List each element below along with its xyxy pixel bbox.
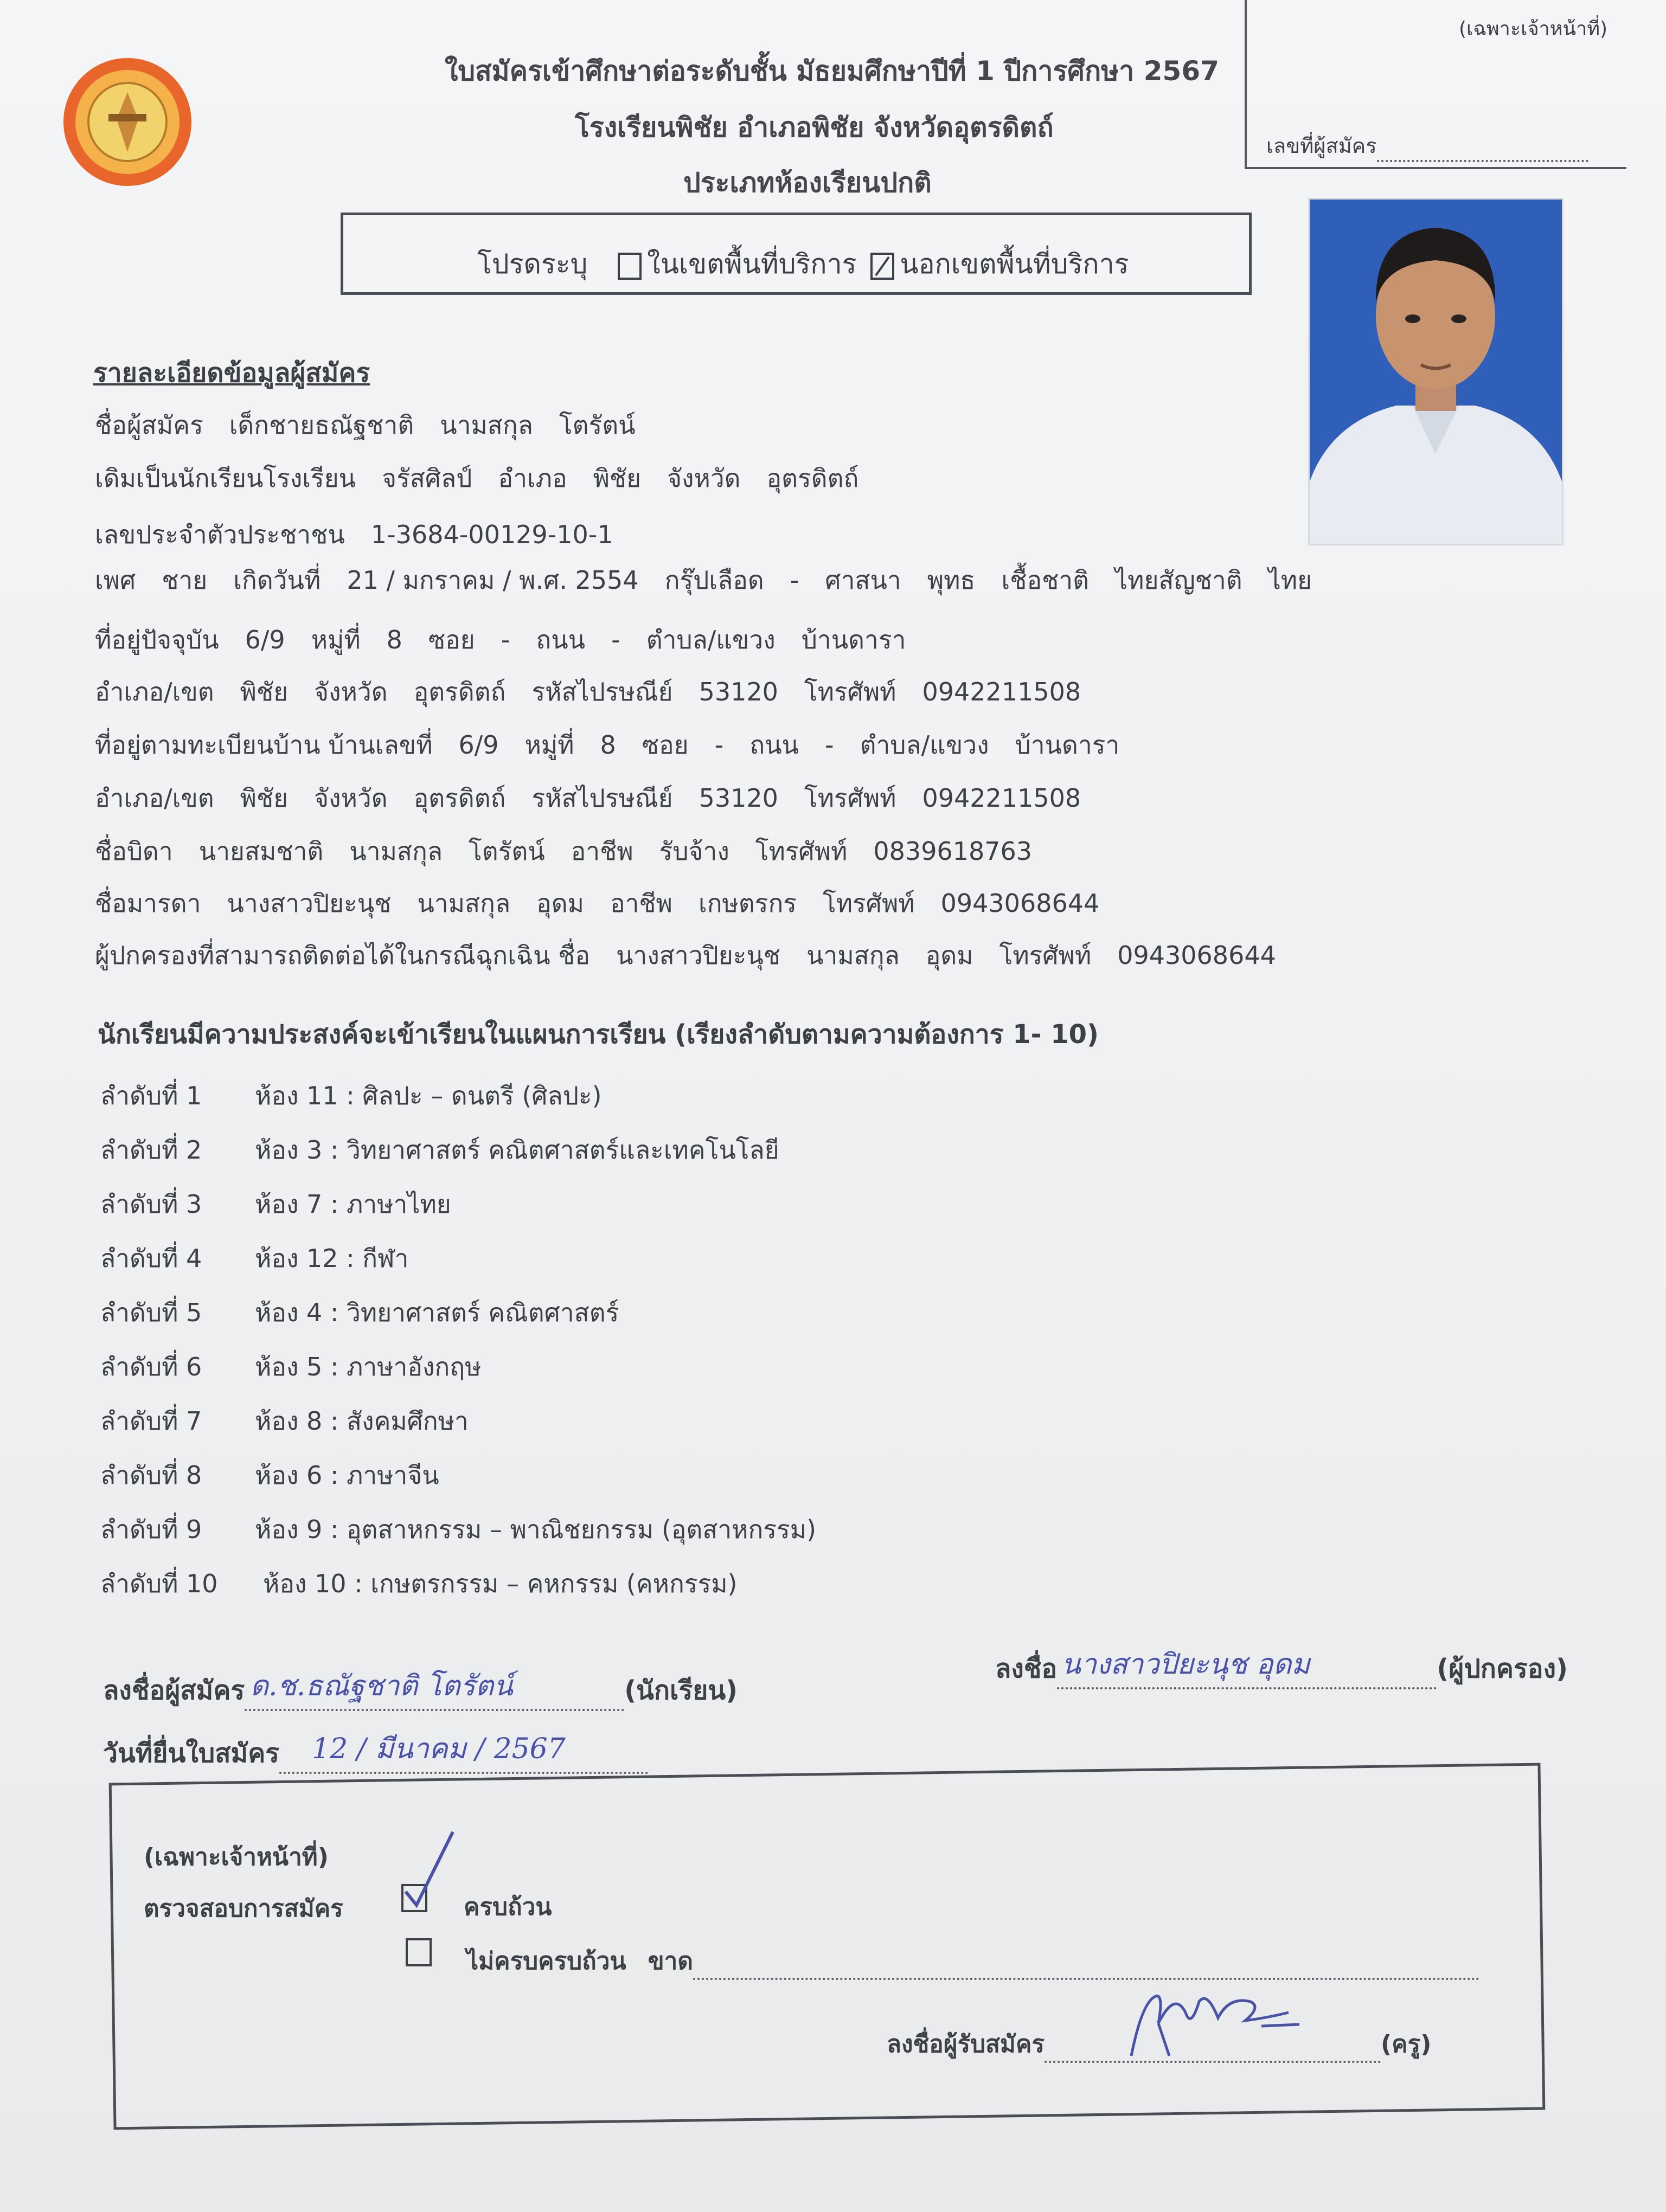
submission-date: 12 / มีนาคม / 2567 <box>312 1733 566 1765</box>
citizen-id-line: เลขประจำตัวประชาชน 1-3684-00129-10-1 <box>95 520 613 549</box>
check-application-label: ตรวจสอบการสมัคร <box>144 1895 343 1922</box>
emergency-contact-line: ผู้ปกครองที่สามารถติดต่อได้ในกรณีฉุกเฉิน ชื่อ นางสาวปิยะนุช นามสกุล อุดม โทรศัพท์ 0943068644 <box>95 941 1276 970</box>
form-title: ใบสมัครเข้าศึกษาต่อระดับชั้น มัธยมศึกษาปีที่ 1 ปีการศึกษา 2567 <box>445 55 1219 87</box>
receiver-signature <box>1126 1980 1321 2061</box>
out-zone-checkbox[interactable] <box>870 253 894 280</box>
plan-item: ลำดับที่ 5 ห้อง 4 : วิทยาศาสตร์ คณิตศาสตร์ <box>100 1298 619 1327</box>
school-logo <box>57 54 198 190</box>
mother-line: ชื่อมารดา นางสาวปิยะนุช นามสกุล อุดม อาชีพ เกษตรกร โทรศัพท์ 0943068644 <box>95 889 1100 918</box>
current-address-line: ที่อยู่ปัจจุบัน 6/9 หมู่ที่ 8 ซอย - ถนน - ตำบล/แขวง บ้านดารา <box>95 625 906 654</box>
plan-item: ลำดับที่ 10 ห้อง 10 : เกษตรกรรม – คหกรรม (คหกรรม) <box>100 1569 738 1598</box>
class-type: ประเภทห้องเรียนปกติ <box>683 167 932 198</box>
in-zone-label: ในเขตพื้นที่บริการ <box>647 248 857 280</box>
office-use-label: (เฉพาะเจ้าหน้าที่) <box>1459 18 1608 40</box>
plan-item: ลำดับที่ 9 ห้อง 9 : อุตสาหกรรม – พาณิชยกรรม (อุตสาหกรรม) <box>100 1515 817 1544</box>
registered-district-line: อำเภอ/เขต พิชัย จังหวัด อุตรดิตถ์ รหัสไปรษณีย์ 53120 โทรศัพท์ 0942211508 <box>95 783 1081 813</box>
plan-item: ลำดับที่ 4 ห้อง 12 : กีฬา <box>100 1244 409 1273</box>
current-district-line: อำเภอ/เขต พิชัย จังหวัด อุตรดิตถ์ รหัสไปรษณีย์ 53120 โทรศัพท์ 0942211508 <box>95 677 1081 706</box>
submission-date-line: วันที่ยื่นใบสมัคร 12 / มีนาคม / 2567 <box>103 1733 648 1774</box>
plan-item: ลำดับที่ 3 ห้อง 7 : ภาษาไทย <box>100 1189 451 1219</box>
plan-item: ลำดับที่ 7 ห้อง 8 : สังคมศึกษา <box>100 1406 469 1436</box>
complete-checkbox[interactable] <box>401 1884 427 1912</box>
study-plan-title: นักเรียนมีความประสงค์จะเข้าเรียนในแผนการเรียน (เรียงลำดับตามความต้องการ 1- 10) <box>98 1019 1099 1050</box>
applicant-photo <box>1308 198 1564 545</box>
plan-item: ลำดับที่ 6 ห้อง 5 : ภาษาอังกฤษ <box>100 1352 482 1381</box>
complete-label: ครบถ้วน <box>464 1893 552 1921</box>
guardian-signature-line: ลงชื่อ นางสาวปิยะนุช อุดม (ผู้ปกครอง) <box>995 1648 1568 1689</box>
school-name: โรงเรียนพิชัย อำเภอพิชัย จังหวัดอุตรดิตถ์ <box>575 112 1054 143</box>
guardian-signature: นางสาวปิยะนุช อุดม <box>1061 1648 1310 1681</box>
plan-item: ลำดับที่ 2 ห้อง 3 : วิทยาศาสตร์ คณิตศาสตร์และเทคโนโลยี <box>100 1135 779 1165</box>
applicant-signature: ด.ช.ธณัฐชาติ โตรัตน์ <box>250 1670 513 1702</box>
father-line: ชื่อบิดา นายสมชาติ นามสกุล โตรัตน์ อาชีพ รับจ้าง โทรศัพท์ 0839618763 <box>95 837 1033 866</box>
incomplete-checkbox[interactable] <box>406 1938 432 1966</box>
zone-specify-label: โปรดระบุ <box>477 248 588 280</box>
service-zone-row <box>477 243 1129 286</box>
incomplete-label: ไม่ครบครบถ้วน ขาด <box>466 1942 1479 1980</box>
plan-item: ลำดับที่ 1 ห้อง 11 : ศิลปะ – ดนตรี (ศิลปะ) <box>100 1081 602 1110</box>
previous-school-line: เดิมเป็นนักเรียนโรงเรียน จรัสศิลป์ อำเภอ พิชัย จังหวัด อุตรดิตถ์ <box>95 464 859 493</box>
in-zone-checkbox[interactable] <box>618 253 642 280</box>
applicant-name-line: ชื่อผู้สมัคร เด็กชายธณัฐชาติ นามสกุล โตรัตน์ <box>95 410 636 440</box>
personal-info-line: เพศ ชาย เกิดวันที่ 21 / มกราคม / พ.ศ. 2554 กรุ๊ปเลือด - ศาสนา พุทธ เชื้อชาติ ไทยสัญชาติ ไทย <box>95 565 1312 595</box>
verification-title: (เฉพาะเจ้าหน้าที่) <box>144 1843 329 1871</box>
applicant-signature-line: ลงชื่อผู้สมัคร ด.ช.ธณัฐชาติ โตรัตน์ (นักเรียน) <box>103 1670 738 1711</box>
registered-address-line: ที่อยู่ตามทะเบียนบ้าน บ้านเลขที่ 6/9 หมู่ที่ 8 ซอย - ถนน - ตำบล/แขวง บ้านดารา <box>95 730 1120 760</box>
plan-item: ลำดับที่ 8 ห้อง 6 : ภาษาจีน <box>100 1461 439 1490</box>
out-zone-label: นอกเขตพื้นที่บริการ <box>900 248 1129 280</box>
applicant-number-label: เลขที่ผู้สมัคร <box>1266 129 1588 162</box>
section-title: รายละเอียดข้อมูลผู้สมัคร <box>93 358 370 388</box>
receiver-signature-line: ลงชื่อผู้รับสมัคร (ครู) <box>887 2025 1431 2063</box>
